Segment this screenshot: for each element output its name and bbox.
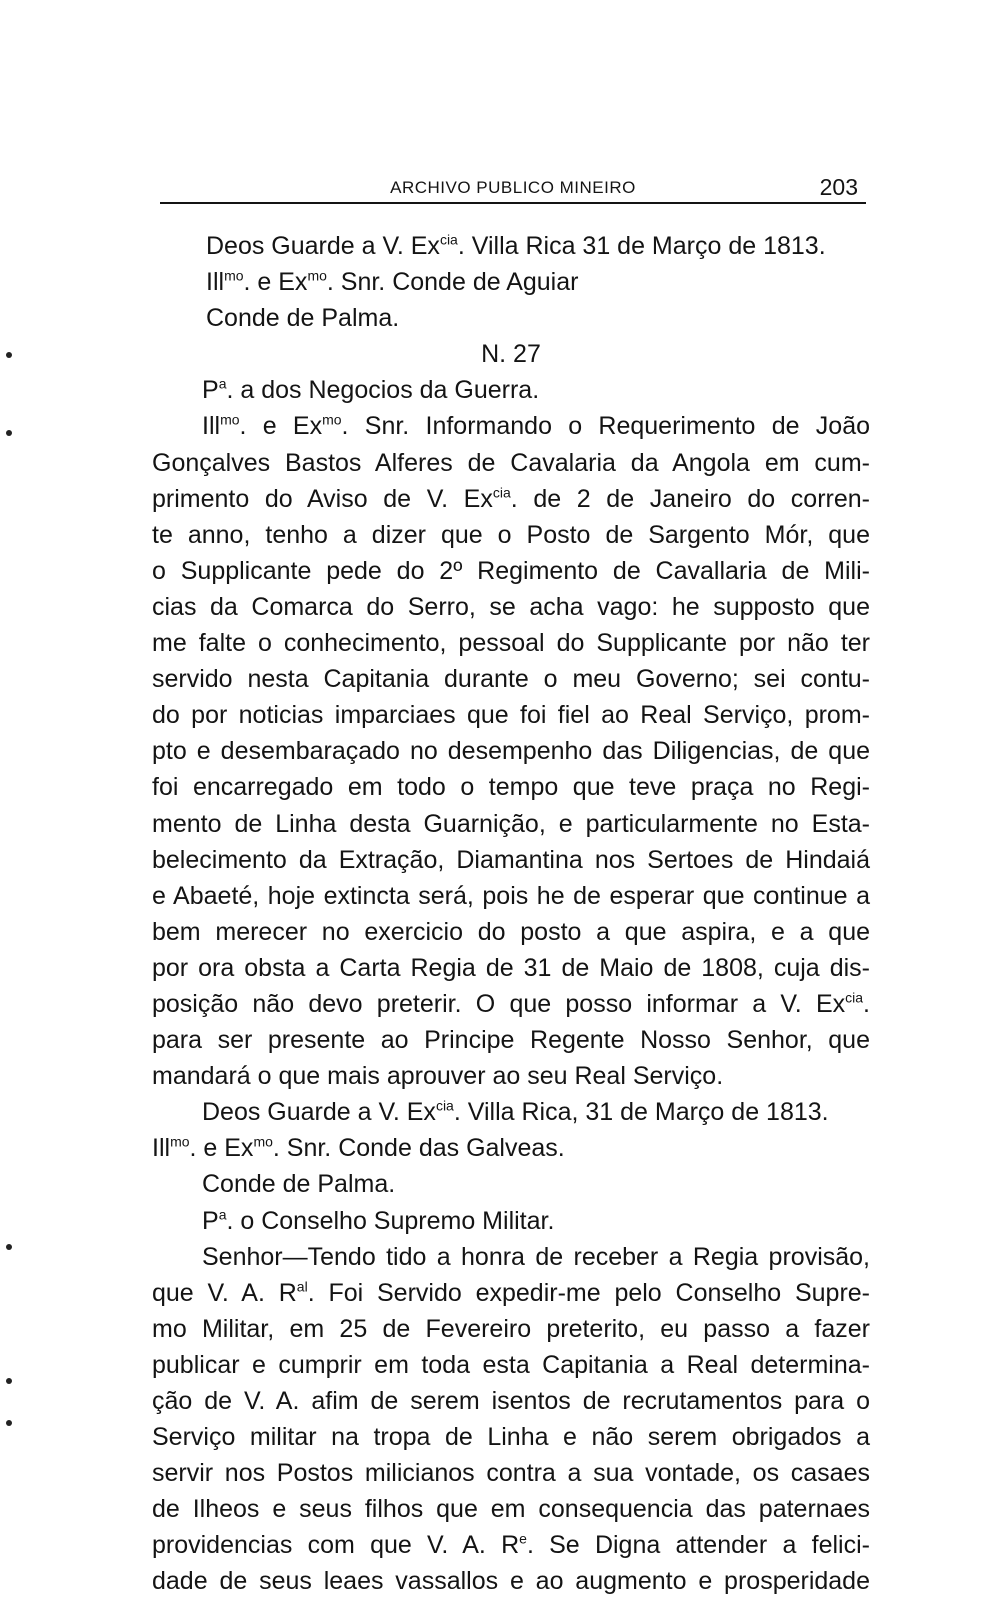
text-line: te anno, tenho a dizer que o Posto de Sargento Mór, que [152,520,870,549]
text-line: servir nos Postos milicianos contra a sua vontade, os casaes [152,1459,870,1488]
margin-dot [6,1244,12,1250]
text-line: providencias com que V. A. $R^e$. Se Digna attender a felici- [152,1531,870,1560]
text-line: dade de seus leaes vassallos e ao augmento e prosperidade [152,1567,870,1596]
text-line: bem merecer no exercicio do posto a que aspira, e a que [152,917,870,946]
text-line: Ill$^{mo}$. e $Ex^{mo}$. Snr. Conde das Galveas. [152,1134,565,1163]
text-line: e Abaeté, hoje extincta será, pois he de esperar que continue a [152,881,870,910]
margin-dot [6,352,12,358]
text-line: Senhor—Tendo tido a honra de receber a Regia provisão, [202,1242,870,1271]
text-line: Serviço militar na tropa de Linha e não serem obrigados a [152,1423,870,1452]
margin-dot [6,430,12,436]
text-line: servido nesta Capitania durante o meu Governo; sei contu- [152,665,870,694]
running-header [160,172,866,206]
text-line: para ser presente ao Principe Regente Nosso Senhor, que [152,1026,870,1055]
text-line: de Ilheos e seus filhos que em consequencia das paternaes [152,1495,870,1524]
text-line: Deos Guarde a V. $Ex^{cia}$. Villa Rica, 31 de Março de 1813. [202,1097,829,1127]
page-number: 203 [819,174,858,200]
margin-dot [6,1420,12,1426]
text-line: posição não devo preterir. O que posso informar a V. $Ex^{cia}$. [152,989,870,1018]
text-line: Ill$^{mo}$. e $Ex^{mo}$. Snr. Conde de Aguiar [206,267,579,297]
text-line: Gonçalves Bastos Alferes de Cavalaria da Angola em cum- [152,448,870,477]
text-line: Deos Guarde a V. $Ex^{cia}$. Villa Rica 31 de Março de 1813. [206,231,826,260]
text-line: primento do Aviso de V. $Ex^{cia}$. de 2 de Janeiro do corren- [152,484,870,513]
margin-marks [0,0,40,1599]
text-line: me falte o conhecimento, pessoal do Supplicante por não ter [152,629,870,658]
text-line: mandará o que mais aprouver ao seu Real Serviço. [152,1062,724,1091]
text-line: $P^a$. a dos Negocios da Guerra. [202,376,540,405]
text-line: Ill$^{mo}$. e $Ex^{mo}$. Snr. Informando o Requerimento de João [202,412,871,441]
text-line: N. 27 [481,340,541,369]
header-rule [160,202,866,204]
text-line: pto e desembaraçado no desempenho das Diligencias, de que [152,737,870,766]
text-line: do por noticias imparciaes que foi fiel ao Real Serviço, prom- [152,701,870,730]
text-line: foi encarregado em todo o tempo que teve praça no Regi- [152,773,870,802]
text-line: mo Militar, em 25 de Fevereiro preterito, eu passo a fazer [152,1314,870,1343]
text-line: Conde de Palma. [206,304,400,333]
text-line: publicar e cumprir em toda esta Capitania a Real determina- [152,1350,870,1379]
text-line: por ora obsta a Carta Regia de 31 de Maio de 1808, cuja dis- [152,953,870,982]
document-body [152,228,870,1600]
margin-dot [6,1378,12,1384]
text-line: mento de Linha desta Guarnição, e particularmente no Esta- [152,809,870,838]
text-line: cias da Comarca do Serro, se acha vago: he supposto que [152,592,870,621]
text-line: o Supplicante pede do 2º Regimento de Cavallaria de Mili- [152,556,870,585]
text-line: belecimento da Extração, Diamantina nos Sertoes de Hindaiá [152,845,870,874]
text-line: que V. A. $R^{al}$. Foi Servido expedir-me pelo Conselho Supre- [152,1278,870,1307]
journal-title: ARCHIVO PUBLICO MINEIRO [390,178,636,197]
text-line: Conde de Palma. [202,1170,396,1199]
text-line: $P^a$. o Conselho Supremo Militar. [202,1206,555,1235]
text-line: ção de V. A. afim de serem isentos de recrutamentos para o [152,1387,870,1415]
